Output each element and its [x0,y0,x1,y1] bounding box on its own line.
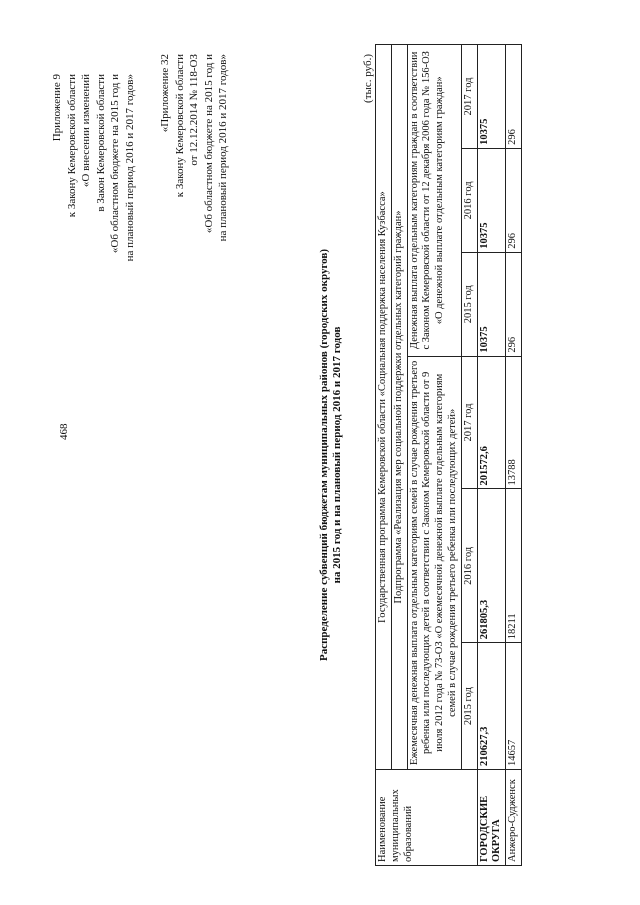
appendix-32-line: от 12.12.2014 № 118-ОЗ [188,54,201,166]
municipality-header: Наименование муниципальных образований [376,770,478,866]
subprogram-header: Подпрограмма «Реализация мер социальной поддержки отдельных категорий граждан» [391,45,407,770]
appendix-32-line: к Закону Кемеровской области [173,54,186,198]
year-header: 2016 год [461,148,477,252]
table-cell: 14657 [506,643,522,770]
table-cell: 201572,6 [477,356,506,489]
year-header: 2016 год [461,489,477,643]
subsidy-table [375,44,522,866]
table-cell: 210627,3 [477,643,506,770]
table-cell: 296 [506,148,522,252]
title-line-1: Распределение субвенций бюджетам муниципальных районов (городских округов) [318,248,330,662]
appendix-9-line: на плановый период 2016 и 2017 годов» [123,74,136,262]
page-number: 468 [58,423,70,440]
measure-1-header: Ежемесячная денежная выплата отдельным категориям семей в случае рождения третьего ребенка или последующих детей в соответствии с Законом Кемеровской области от 9 июля 2012 года № 73-ОЗ «О ежемесячной денежной выплате отдельным категориям семей в случае рождения третьего ребенка или последующих детей» [407,356,461,769]
year-header: 2015 год [461,252,477,356]
title-line-2: на 2015 год и на плановый период 2016 и 2017 годов [331,326,343,584]
year-header: 2017 год [461,356,477,489]
units-label: (тыс. руб.) [362,54,374,103]
table-cell: 10375 [477,148,506,252]
year-header: 2017 год [461,45,477,149]
program-header: Государственная программа Кемеровской области «Социальная поддержка населения Кузбасса» [376,45,392,770]
rotated-page-content [42,44,582,866]
row-name: ГОРОДСКИЕ ОКРУГА [477,770,506,866]
appendix-9-line: «О внесении изменений [80,74,93,188]
measure-2-header: Денежная выплата отдельным категориям граждан в соответствии с Законом Кемеровской области от 12 декабря 2006 года № 156-ОЗ «О денежной выплате отдельным категориям граждан» [407,45,461,357]
table-cell: 261805,3 [477,489,506,643]
table-cell: 13788 [506,356,522,489]
appendix-32-line: «Приложение 32 [159,54,171,133]
appendix-9-line: в Закон Кемеровской области [94,74,107,212]
table-row [477,45,506,866]
appendix-9-line: «Об областном бюджете на 2015 год и [109,74,122,254]
year-header: 2015 год [461,643,477,770]
table-cell: 296 [506,252,522,356]
table-cell: 10375 [477,252,506,356]
table-cell: 18211 [506,489,522,643]
table-cell: 10375 [477,45,506,149]
document-title [318,44,344,866]
table-cell: 296 [506,45,522,149]
row-name: Анжеро-Судженск [506,770,522,866]
appendix-32-line: «Об областном бюджете на 2015 год и [202,54,215,234]
appendix-9-line: Приложение 9 [51,74,63,142]
appendix-9-header [50,74,138,261]
appendix-9-line: к Закону Кемеровской области [65,74,78,218]
appendix-32-header [158,54,231,241]
table-row [506,45,522,866]
appendix-32-line: на плановый период 2016 и 2017 годов» [217,54,230,242]
